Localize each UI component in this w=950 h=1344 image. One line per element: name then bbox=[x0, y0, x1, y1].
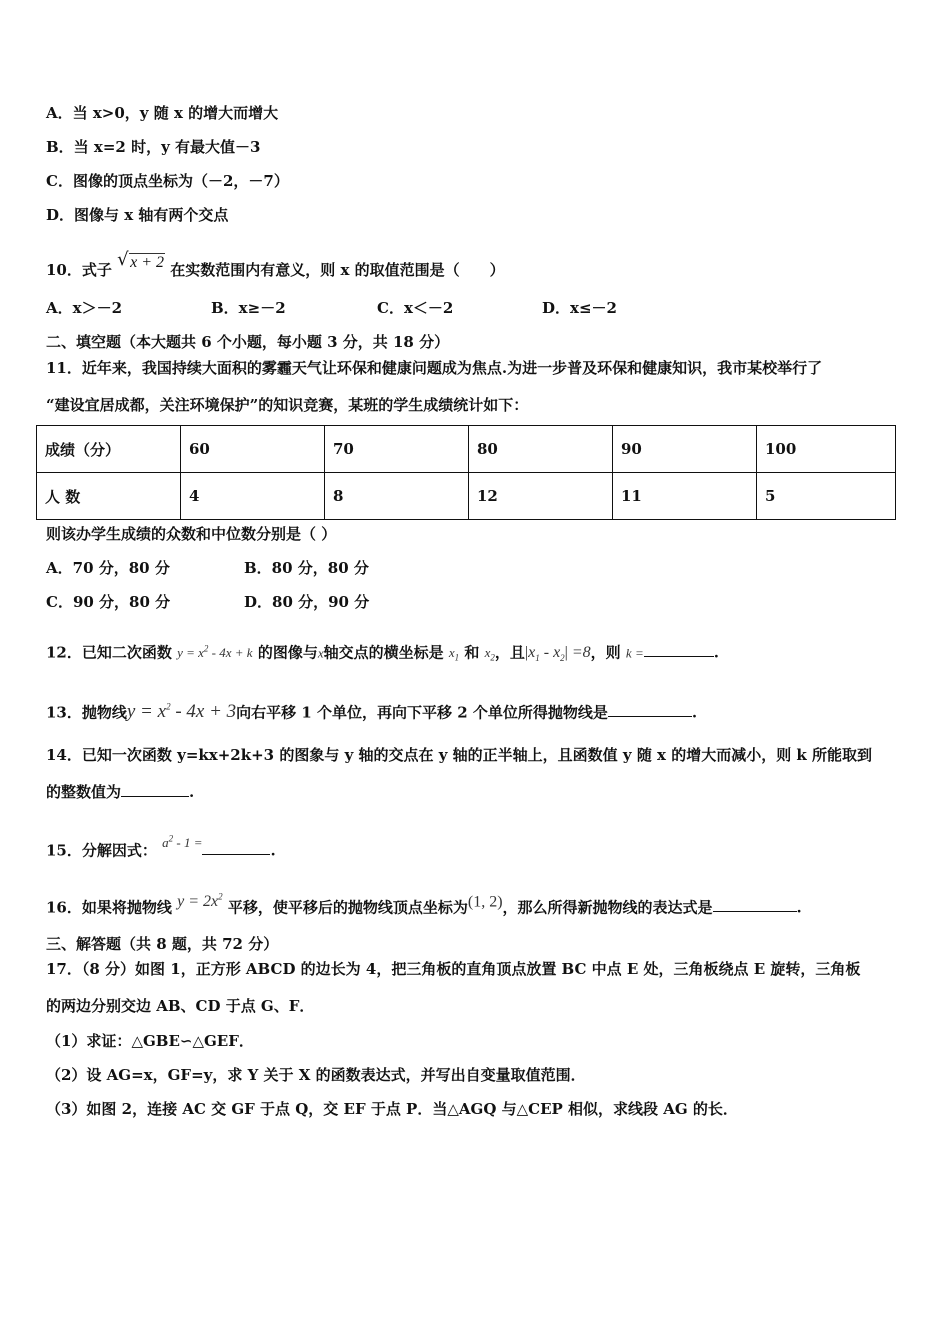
q12-part4: ，且 bbox=[494, 643, 525, 662]
table-cell: 12 bbox=[469, 473, 613, 520]
table-cell: 8 bbox=[325, 473, 469, 520]
q10-prefix: 10．式子 bbox=[46, 261, 112, 279]
answer-blank bbox=[713, 897, 797, 912]
q11-option-d: D．80 分，90 分 bbox=[244, 593, 370, 611]
table-cell: 90 bbox=[613, 426, 757, 473]
q12-part5: ，则 bbox=[590, 643, 621, 662]
q16-suffix: ，那么所得新抛物线的表达式是 bbox=[502, 898, 713, 917]
q16-stem bbox=[46, 887, 802, 917]
q12-stem bbox=[46, 639, 719, 669]
q15-end: . bbox=[270, 841, 276, 860]
q14-line1: 14．已知一次函数 y=kx+2k+3 的图象与 y 轴的交点在 y 轴的正半轴上，且函数值 y 随 x 的增大而减小，则 k 所能取到 bbox=[46, 746, 873, 764]
q11-option-a: A．70 分，80 分 bbox=[46, 559, 170, 577]
formula-x1: $x_1$ bbox=[448, 645, 460, 663]
table-cell: 70 bbox=[325, 426, 469, 473]
table-row bbox=[37, 473, 896, 520]
q11-question: 则该办学生成绩的众数和中位数分别是（ ） bbox=[46, 525, 337, 543]
q10-radicand: x + 2 bbox=[130, 254, 165, 271]
formula-x-axis: x bbox=[317, 645, 324, 661]
q15-stem bbox=[46, 829, 276, 860]
table-cell: 60 bbox=[181, 426, 325, 473]
table-cell: 80 bbox=[469, 426, 613, 473]
q13-end: . bbox=[691, 703, 698, 722]
q17-part1: （1）求证：△GBE∽△GEF． bbox=[46, 1032, 254, 1050]
q16-prefix: 16．如果将抛物线 bbox=[46, 898, 172, 917]
q9-option-c: C．图像的顶点坐标为（－2，－7） bbox=[46, 172, 289, 190]
q12-part2: 的图像与 bbox=[257, 643, 318, 662]
q9-option-d: D．图像与 x 轴有两个交点 bbox=[46, 206, 229, 224]
q11-option-c: C．90 分，80 分 bbox=[46, 593, 171, 611]
table-cell: 4 bbox=[181, 473, 325, 520]
q16-end: . bbox=[796, 898, 802, 917]
q10-option-a: A．x＞－2 bbox=[46, 299, 123, 317]
q17-line1: 17．（8 分）如图 1，正方形 ABCD 的边长为 4，把三角板的直角顶点放置 BC 中点 E 处，三角板绕点 E 旋转，三角板 bbox=[46, 960, 861, 978]
formula-quadratic: $y = x^2 - 4x + k$ bbox=[177, 644, 253, 661]
q17-part2: （2）设 AG=x，GF=y，求 Y 关于 X 的函数表达式，并写出自变量取值范围． bbox=[46, 1066, 586, 1084]
answer-blank bbox=[121, 782, 189, 797]
q11-line1: 11．近年来，我国持续大面积的雾霾天气让环保和健康问题成为焦点.为进一步普及环保和健康知识，我市某校举行了 bbox=[46, 359, 823, 377]
q10-suffix: 在实数范围内有意义，则 x 的取值范围是（ ） bbox=[170, 261, 505, 279]
q14-line2 bbox=[46, 782, 194, 802]
sqrt-expression: √ x + 2 bbox=[117, 249, 165, 271]
formula-vertex: (1, 2) bbox=[467, 893, 503, 911]
q12-part3: 轴交点的横坐标是 bbox=[323, 643, 444, 662]
score-table bbox=[36, 425, 896, 520]
section2-heading: 二、填空题（本大题共 6 个小题，每小题 3 分，共 18 分） bbox=[46, 333, 450, 351]
q12-end: . bbox=[713, 643, 719, 662]
section3-heading: 三、解答题（共 8 题，共 72 分） bbox=[46, 935, 279, 953]
q11-line2: “建设宜居成都，关注环境保护”的知识竞赛，某班的学生成绩统计如下： bbox=[46, 396, 529, 414]
table-cell: 11 bbox=[613, 473, 757, 520]
q10-option-c: C．x＜－2 bbox=[377, 299, 454, 317]
q10-stem bbox=[46, 249, 505, 280]
table-row bbox=[37, 426, 896, 473]
q16-middle: 平移，使平移后的抛物线顶点坐标为 bbox=[227, 898, 468, 917]
q14-end: . bbox=[189, 783, 195, 801]
formula-k: k = bbox=[625, 645, 644, 661]
table-row-label: 人 数 bbox=[37, 473, 181, 520]
answer-blank bbox=[202, 840, 270, 855]
formula-factor: $a^2 - 1$ = bbox=[162, 834, 203, 851]
answer-blank bbox=[608, 702, 692, 717]
q14-line2-text: 的整数值为 bbox=[46, 783, 122, 801]
formula-parabola: $y = x^2 - 4x + 3$ bbox=[126, 701, 237, 723]
q13-stem bbox=[46, 697, 697, 722]
table-cell: 5 bbox=[757, 473, 896, 520]
q17-line2: 的两边分别交边 AB、CD 于点 G、F． bbox=[46, 997, 315, 1015]
q13-suffix: 向右平移 1 个单位，再向下平移 2 个单位所得抛物线是 bbox=[236, 703, 608, 722]
q11-option-b: B．80 分，80 分 bbox=[244, 559, 369, 577]
q9-option-a: A．当 x>0，y 随 x 的增大而增大 bbox=[46, 104, 279, 122]
table-cell: 100 bbox=[757, 426, 896, 473]
formula-abs-difference: $|x_1 - x_2| =8$ bbox=[524, 644, 591, 664]
q13-prefix: 13．抛物线 bbox=[46, 703, 127, 722]
q10-option-d: D．x≤－2 bbox=[542, 299, 617, 317]
q9-option-b: B．当 x=2 时，y 有最大值－3 bbox=[46, 138, 261, 156]
q12-prefix: 12．已知二次函数 bbox=[46, 643, 172, 662]
answer-blank bbox=[644, 642, 714, 657]
formula-parabola-2x2: $y = 2x^2$ bbox=[177, 892, 223, 911]
q12-and: 和 bbox=[464, 643, 480, 662]
table-header-label: 成绩（分） bbox=[37, 426, 181, 473]
q15-prefix: 15．分解因式： bbox=[46, 841, 157, 860]
q17-part3: （3）如图 2，连接 AC 交 GF 于点 Q，交 EF 于点 P．当△AGQ 与△CEP 相似，求线段 AG 的长． bbox=[46, 1100, 738, 1118]
q10-option-b: B．x≥－2 bbox=[211, 299, 286, 317]
formula-x2: $x_2$ bbox=[484, 645, 495, 663]
